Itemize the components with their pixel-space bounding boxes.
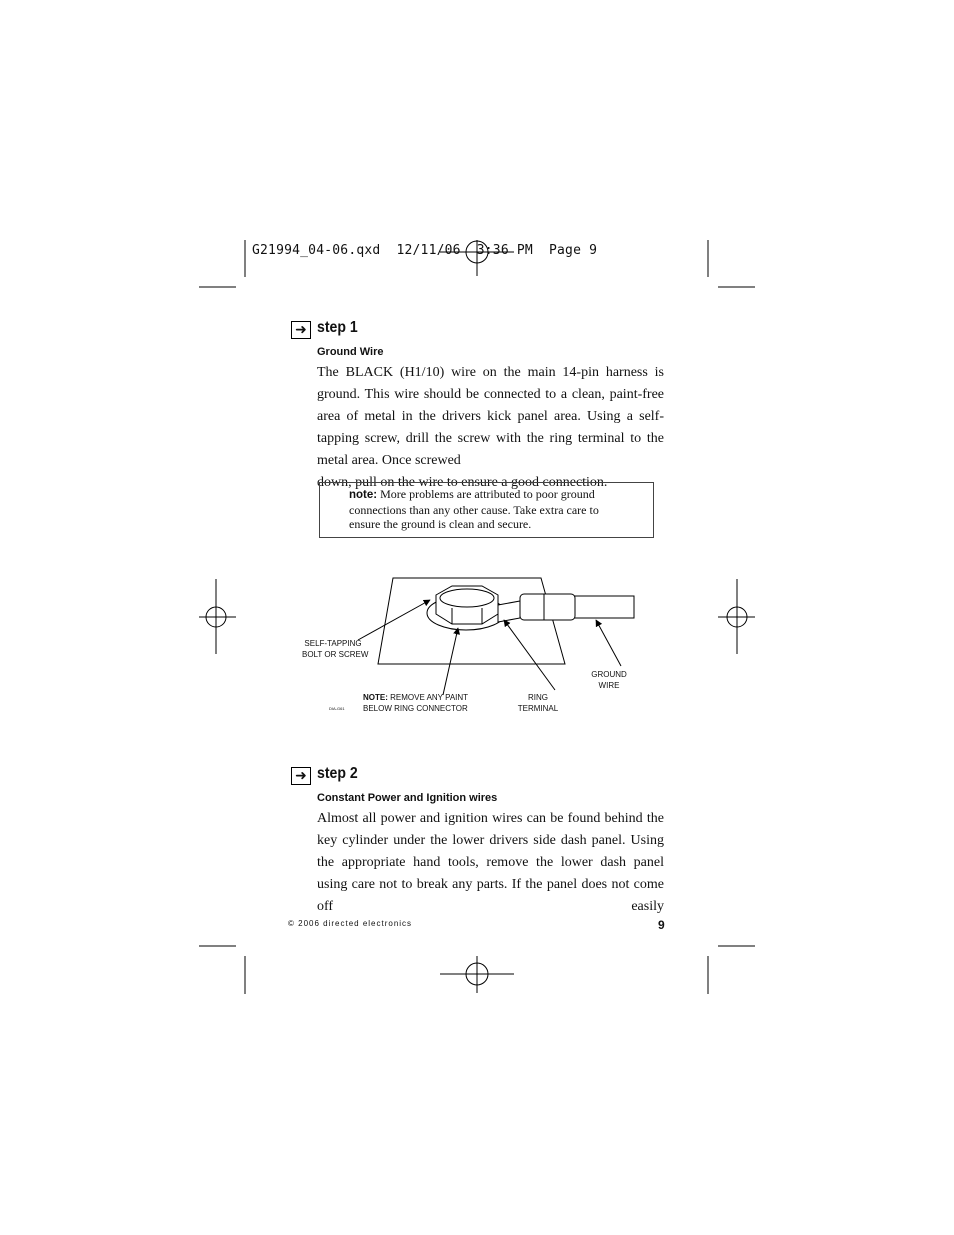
crimp-sleeve (520, 594, 575, 620)
step-2-heading: step 2 (317, 765, 358, 782)
label-remove-paint-note (363, 692, 469, 714)
note-label: note: (349, 489, 378, 501)
step-1-subheading: Ground Wire (317, 346, 384, 358)
step-2-paragraph (317, 808, 664, 918)
ground-wire (572, 596, 634, 618)
page-number: 9 (658, 918, 665, 932)
label-ring-line1: RING (528, 693, 548, 702)
step-1-paragraph-main: The BLACK (H1/10) wire on the main 14-pin harness is ground. This wire should be connected to a clean, paint-free area of metal in the drivers kick panel area. Using a self-tapping screw, drill the screw with the ring terminal to the metal area. Once screwed (317, 365, 664, 468)
step-2-paragraph-text: Almost all power and ignition wires can be found behind the key cylinder under the lower drivers side dash panel. Using the appropriate hand tools, remove the lower dash panel using care not to break any parts. If the panel does not come off easily (317, 811, 664, 914)
arrow-icon: ➜ (291, 321, 311, 339)
label-note-line1: REMOVE ANY PAINT (387, 693, 469, 702)
label-bolt-line2: BOLT OR SCREW (302, 650, 369, 659)
step-1-paragraph (317, 362, 664, 494)
label-bolt-line1: SELF-TAPPING (304, 639, 362, 648)
label-ring-terminal (513, 692, 563, 714)
label-ground-line2: WIRE (598, 681, 620, 690)
diagram-code: DIA-G61 (329, 706, 345, 711)
file-slug: G21994_04-06.qxd 12/11/06 3:36 PM Page 9 (252, 243, 598, 258)
step-2-subheading: Constant Power and Ignition wires (317, 792, 498, 804)
label-note-bold: NOTE: (363, 693, 388, 702)
label-note-line2: BELOW RING CONNECTOR (363, 704, 468, 713)
label-ground-wire (589, 669, 629, 691)
note-text (349, 487, 625, 532)
label-ground-line1: GROUND (591, 670, 627, 679)
label-self-tapping-bolt (302, 638, 369, 660)
note-body: More problems are attributed to poor ground connections than any other cause. Take extra care to ensure the ground is clean and secure. (349, 487, 599, 532)
label-ring-line2: TERMINAL (517, 704, 559, 713)
step-1-heading: step 1 (317, 319, 358, 336)
copyright: © 2006 directed electronics (288, 919, 413, 928)
arrow-icon: ➜ (291, 767, 311, 785)
step-1-paragraph-last-line: down, pull on the wire to ensure a good connection. (317, 475, 608, 490)
